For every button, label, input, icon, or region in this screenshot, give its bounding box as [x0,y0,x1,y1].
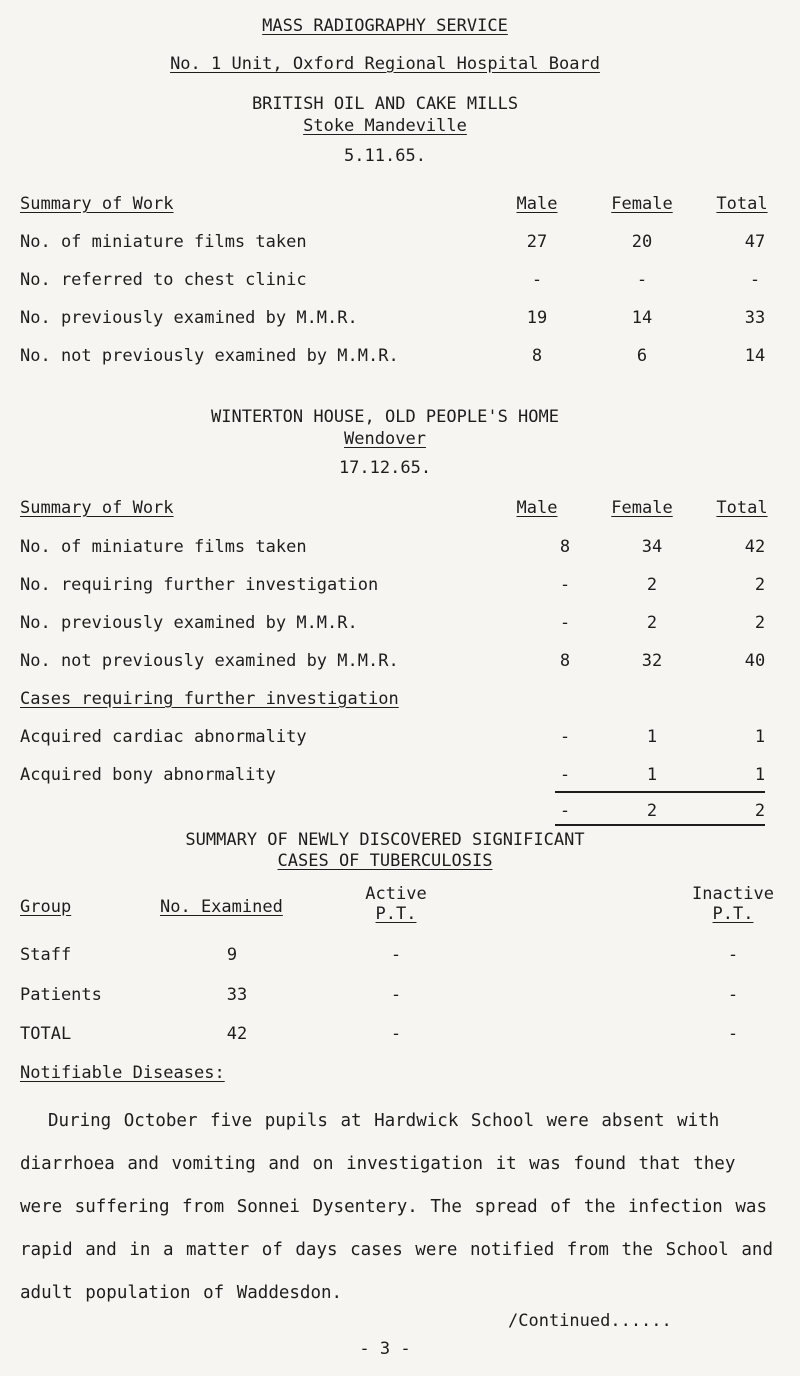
active-header-line1: Active [365,884,427,904]
section1-label-header: Summary of Work [20,194,174,214]
active-value: - [390,1024,402,1044]
section2-female-header: Female [611,498,673,518]
section2-male-header: Male [516,498,558,518]
continued-note: /Continued...... [508,1311,672,1331]
section1-male-header: Male [516,194,558,214]
inactive-value: - [727,985,739,1005]
examined-value: 42 [226,1024,248,1044]
total-value: 14 [744,346,766,366]
female-value: 2 [646,801,658,821]
total-value: 47 [744,232,766,252]
row-label: No. not previously examined by M.M.R. [20,346,399,366]
female-value: 34 [641,537,663,557]
group-header: Group [20,897,72,917]
section1-venue: BRITISH OIL AND CAKE MILLS [251,94,519,114]
row-label: No. referred to chest clinic [20,270,307,290]
section2-label-header: Summary of Work [20,498,174,518]
examined-value: 9 [226,945,238,965]
examined-value: 33 [226,985,248,1005]
total-value: - [749,270,761,290]
female-value: 6 [636,346,648,366]
male-value: - [531,270,543,290]
page-number: - 3 - [359,1339,411,1359]
cases-heading: Cases requiring further investigation [20,689,399,709]
active-value: - [390,985,402,1005]
section2-venue: WINTERTON HOUSE, OLD PEOPLE'S HOME [211,407,559,427]
total-value: 42 [744,537,766,557]
male-value: 8 [531,346,543,366]
group-value: TOTAL [20,1024,72,1044]
total-value: 1 [754,765,766,785]
female-value: 20 [631,232,653,252]
total-value: 1 [754,727,766,747]
section1-total-header: Total [716,194,768,214]
female-value: 2 [646,613,658,633]
male-value: - [559,613,571,633]
section1-location: Stoke Mandeville [303,116,467,136]
male-value: 8 [559,651,571,671]
total-rule-bottom [555,824,765,826]
inactive-header-line1: Inactive [692,884,774,904]
row-label: Acquired bony abnormality [20,765,276,785]
total-value: 2 [754,801,766,821]
total-value: 33 [744,308,766,328]
row-label: No. previously examined by M.M.R. [20,308,358,328]
inactive-header-line2: P.T. [712,904,754,924]
female-value: 1 [646,765,658,785]
row-label: No. previously examined by M.M.R. [20,613,358,633]
female-value: 14 [631,308,653,328]
male-value: - [559,575,571,595]
section1-female-header: Female [611,194,673,214]
row-label: No. of miniature films taken [20,537,307,557]
row-label: No. requiring further investigation [20,575,379,595]
section2-date: 17.12.65. [338,458,432,478]
tb-summary-title-line1: SUMMARY OF NEWLY DISCOVERED SIGNIFICANT [185,830,585,850]
active-header-line2: P.T. [375,904,417,924]
total-value: 40 [744,651,766,671]
row-label: Acquired cardiac abnormality [20,727,307,747]
notifiable-paragraph: During October five pupils at Hardwick School were absent with diarrhoea and vomiting and on investigation it was found that they were suffering from Sonnei Dysentery. The spread of the infection was rapid and in a matter of days cases were notified from the School and adult population of Waddesdon. [20,1111,773,1303]
row-label: No. of miniature films taken [20,232,307,252]
inactive-value: - [727,945,739,965]
total-rule-top [555,791,765,793]
total-value: 2 [754,575,766,595]
active-value: - [390,945,402,965]
female-value: 32 [641,651,663,671]
unit-subtitle: No. 1 Unit, Oxford Regional Hospital Board [170,54,600,74]
document-title: MASS RADIOGRAPHY SERVICE [262,16,508,36]
section2-total-header: Total [716,498,768,518]
section1-date: 5.11.65. [344,146,426,166]
group-value: Patients [20,985,102,1005]
group-value: Staff [20,945,72,965]
female-value: 2 [646,575,658,595]
male-value: - [559,801,571,821]
male-value: 27 [526,232,548,252]
row-label: No. not previously examined by M.M.R. [20,651,399,671]
male-value: 19 [526,308,548,328]
female-value: 1 [646,727,658,747]
examined-header: No. Examined [160,897,283,917]
section2-location: Wendover [344,429,426,449]
tb-summary-title-line2: CASES OF TUBERCULOSIS [277,851,493,871]
female-value: - [636,270,648,290]
inactive-value: - [727,1024,739,1044]
male-value: 8 [559,537,571,557]
total-value: 2 [754,613,766,633]
male-value: - [559,727,571,747]
notifiable-heading: Notifiable Diseases: [20,1063,225,1083]
male-value: - [559,765,571,785]
